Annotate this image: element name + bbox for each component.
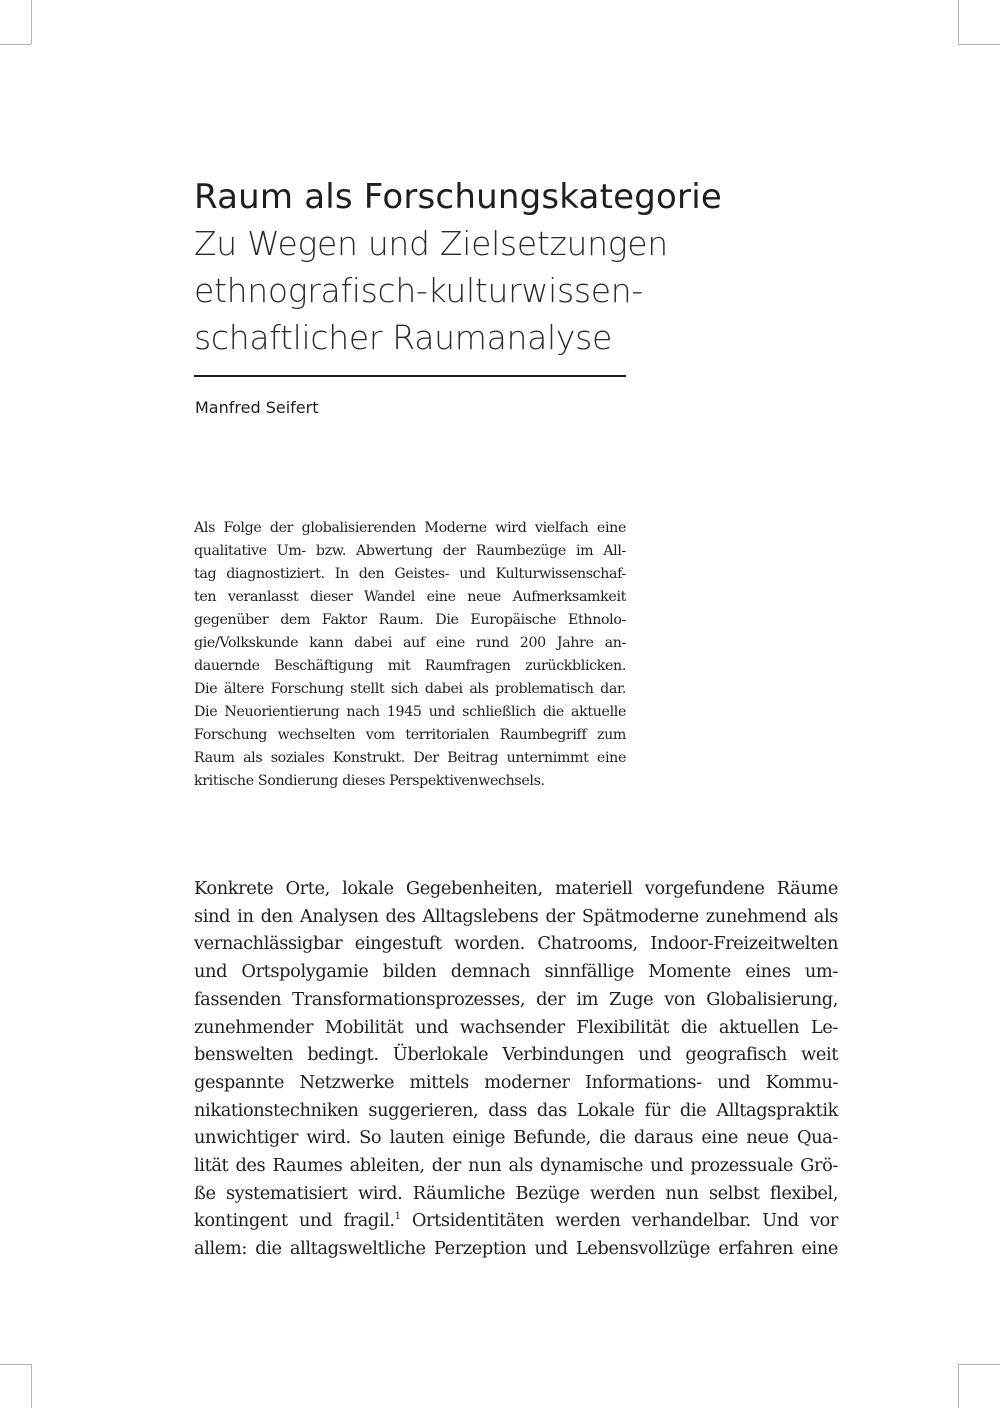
crop-mark-top-left (0, 44, 31, 45)
crop-mark-top-left (31, 0, 32, 44)
abstract-line: qualitative Um- bzw. Abwertung der Raumbezüge im All- (194, 543, 626, 559)
abstract-line: Forschung wechselten vom territorialen Raumbegriff zum (194, 727, 626, 743)
body-line-with-footnote (194, 1207, 838, 1235)
body-line: sind in den Analysen des Alltagslebens der Spätmoderne zunehmend als (194, 905, 838, 927)
body-line: benswelten bedingt. Überlokale Verbindungen und geografisch weit (194, 1044, 838, 1066)
title-divider (194, 375, 626, 377)
abstract-line: gegenüber dem Faktor Raum. Die Europäische Ethnolo- (194, 612, 626, 628)
subtitle-line: Zu Wegen und Zielsetzungen (194, 224, 668, 263)
body-line: unwichtiger wird. So lauten einige Befunde, die daraus eine neue Qua- (194, 1127, 838, 1149)
body-line: und Ortspolygamie bilden demnach sinnfällige Momente eines um- (194, 961, 838, 983)
author-name: Manfred Seifert (195, 398, 319, 417)
abstract-line: Als Folge der globalisierenden Moderne wird vielfach eine (194, 520, 626, 536)
body-line: gespannte Netzwerke mittels moderner Informations- und Kommu- (194, 1071, 838, 1093)
abstract-line: Raum als soziales Konstrukt. Der Beitrag unternimmt eine (194, 750, 626, 766)
body-line: nikationstechniken suggerieren, dass das Lokale für die Alltagspraktik (194, 1099, 838, 1121)
abstract-line: Die Neuorientierung nach 1945 und schließlich die aktuelle (194, 704, 626, 720)
body-line: Konkrete Orte, lokale Gegebenheiten, materiell vorgefundene Räume (194, 878, 838, 899)
crop-mark-top-right (958, 44, 1000, 45)
subtitle-line: ethnografisch-kulturwissen- (194, 271, 643, 310)
crop-mark-bottom-right (958, 1364, 1000, 1365)
abstract (194, 517, 626, 793)
body-paragraph (194, 875, 838, 1263)
body-line: lität des Raumes ableiten, der nun als dynamische und prozessuale Grö- (194, 1155, 838, 1177)
abstract-line: dauernde Beschäftigung mit Raumfragen zurückblicken. (194, 658, 626, 674)
body-line: allem: die alltagsweltliche Perzeption und Lebensvollzüge erfahren eine (194, 1238, 838, 1260)
article-subtitle (194, 220, 834, 361)
body-line: ße systematisiert wird. Räumliche Bezüge werden nun selbst flexibel, (194, 1182, 838, 1204)
crop-mark-bottom-left (0, 1364, 31, 1365)
body-text-fragment: kontingent und fragil. (194, 1210, 395, 1232)
abstract-line: tag diagnostiziert. In den Geistes- und Kulturwissenschaf- (194, 566, 626, 582)
body-line: fassenden Transformationsprozesses, der im Zuge von Globalisierung, (194, 988, 838, 1010)
abstract-line: Die ältere Forschung stellt sich dabei als problematisch dar. (194, 681, 626, 697)
body-text-fragment: Ortsidentitäten werden verhandelbar. Und vor (400, 1210, 838, 1232)
body-line: zunehmender Mobilität und wachsender Flexibilität die aktuellen Le- (194, 1016, 838, 1038)
subtitle-line: schaftlicher Raumanalyse (194, 318, 613, 357)
abstract-line: ten veranlasst dieser Wandel eine neue Aufmerksamkeit (194, 589, 626, 605)
title-block (194, 174, 834, 361)
article-title: Raum als Forschungskategorie (194, 177, 722, 217)
abstract-line: gie/Volkskunde kann dabei auf eine rund 200 Jahre an- (194, 635, 626, 651)
crop-mark-bottom-right (958, 1364, 959, 1408)
footnote-marker[interactable]: 1 (394, 1211, 401, 1223)
abstract-line: kritische Sondierung dieses Perspektivenwechsels. (194, 773, 545, 789)
crop-mark-top-right (958, 0, 959, 44)
body-line: vernachlässigbar eingestuft worden. Chatrooms, Indoor-Freizeitwelten (194, 933, 838, 955)
crop-mark-bottom-left (31, 1364, 32, 1408)
